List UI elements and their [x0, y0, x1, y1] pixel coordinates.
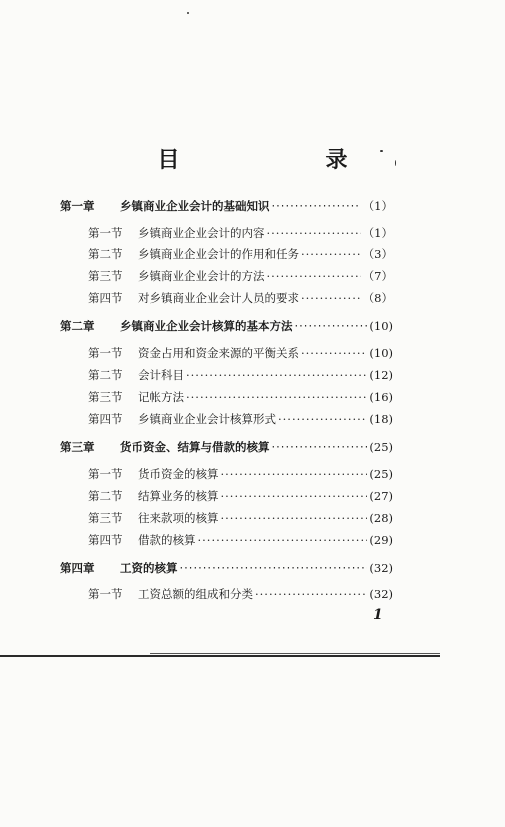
section-number: 第二节	[88, 368, 123, 382]
section-number: 第四节	[88, 291, 123, 305]
section-number: 第一节	[88, 587, 123, 601]
toc-section-entry	[88, 509, 393, 527]
section-title: 乡镇商业企业会计核算形式	[138, 412, 276, 426]
section-title: 工资总额的组成和分类	[138, 587, 253, 601]
section-title: 对乡镇商业企业会计人员的要求	[138, 291, 299, 305]
toc-chapter-entry	[60, 438, 393, 456]
page-reference: (29)	[369, 533, 393, 547]
section-number: 第三节	[88, 511, 123, 525]
chapter-title: 货币资金、结算与借款的核算	[120, 440, 270, 454]
toc-section-entry	[88, 487, 393, 505]
section-title: 乡镇商业企业会计的方法	[138, 269, 265, 283]
chapter-title: 乡镇商业企业会计核算的基本方法	[120, 319, 293, 333]
page-number: 1	[373, 607, 383, 623]
page-reference: （3）	[362, 247, 393, 261]
bottom-rule-thin	[150, 653, 440, 654]
chapter-number: 第三章	[60, 440, 95, 454]
page-reference: (10)	[369, 319, 393, 333]
section-number: 第四节	[88, 533, 123, 547]
page-reference: (16)	[369, 390, 393, 404]
page-reference: (32)	[369, 561, 393, 575]
toc-section-entry	[88, 344, 393, 362]
dot-leader	[255, 585, 367, 603]
dot-leader	[267, 267, 361, 285]
page-reference: （7）	[362, 269, 393, 283]
bottom-rule	[0, 655, 440, 657]
toc-section-entry	[88, 388, 393, 406]
section-title: 资金占用和资金来源的平衡关系	[138, 346, 299, 360]
page-reference: (10)	[369, 346, 393, 360]
dot-leader	[301, 344, 367, 362]
toc-section-entry	[88, 531, 393, 549]
dot-leader	[278, 410, 367, 428]
section-title: 往来款项的核算	[138, 511, 219, 525]
page-reference: （8）	[362, 291, 393, 305]
page-reference: (27)	[369, 489, 393, 503]
dot-leader	[301, 289, 361, 307]
toc-section-entry	[88, 245, 393, 263]
section-number: 第三节	[88, 390, 123, 404]
toc-section-entry	[88, 267, 393, 285]
dot-leader	[221, 509, 368, 527]
page-title: 目 录	[157, 148, 382, 173]
page-reference: (12)	[369, 368, 393, 382]
section-title: 借款的核算	[138, 533, 196, 547]
section-title: 结算业务的核算	[138, 489, 219, 503]
chapter-number: 第一章	[60, 199, 95, 213]
print-speck	[187, 12, 189, 14]
section-number: 第二节	[88, 247, 123, 261]
toc-section-entry	[88, 366, 393, 384]
page-reference: (28)	[369, 511, 393, 525]
toc-chapter-entry	[60, 317, 393, 335]
dot-leader	[180, 559, 368, 577]
page-reference: (18)	[369, 412, 393, 426]
section-number: 第二节	[88, 489, 123, 503]
page-reference: (25)	[369, 440, 393, 454]
section-number: 第一节	[88, 226, 123, 240]
dot-leader	[186, 366, 367, 384]
toc-chapter-entry	[60, 197, 393, 215]
dot-leader	[272, 438, 368, 456]
page-reference: (25)	[369, 467, 393, 481]
page-reference: （1）	[362, 199, 393, 213]
page-reference: （1）	[362, 226, 393, 240]
toc-section-entry	[88, 410, 393, 428]
toc-section-entry	[88, 465, 393, 483]
section-title: 记帐方法	[138, 390, 184, 404]
section-title: 乡镇商业企业会计的作用和任务	[138, 247, 299, 261]
section-number: 第一节	[88, 346, 123, 360]
dot-leader	[301, 245, 361, 263]
section-title: 货币资金的核算	[138, 467, 219, 481]
chapter-number: 第二章	[60, 319, 95, 333]
chapter-title: 工资的核算	[120, 561, 178, 575]
dot-leader	[186, 388, 367, 406]
section-title: 会计科目	[138, 368, 184, 382]
dot-leader	[221, 487, 368, 505]
dot-leader	[267, 224, 361, 242]
chapter-number: 第四章	[60, 561, 95, 575]
section-title: 乡镇商业企业会计的内容	[138, 226, 265, 240]
toc-chapter-entry	[60, 559, 393, 577]
chapter-title: 乡镇商业企业会计的基础知识	[120, 199, 270, 213]
dot-leader	[198, 531, 368, 549]
dot-leader	[221, 465, 368, 483]
toc-section-entry	[88, 585, 393, 603]
toc-section-entry	[88, 224, 393, 242]
section-number: 第三节	[88, 269, 123, 283]
section-number: 第一节	[88, 467, 123, 481]
dot-leader	[272, 197, 361, 215]
toc-section-entry	[88, 289, 393, 307]
page-reference: (32)	[369, 587, 393, 601]
section-number: 第四节	[88, 412, 123, 426]
dot-leader	[295, 317, 368, 335]
